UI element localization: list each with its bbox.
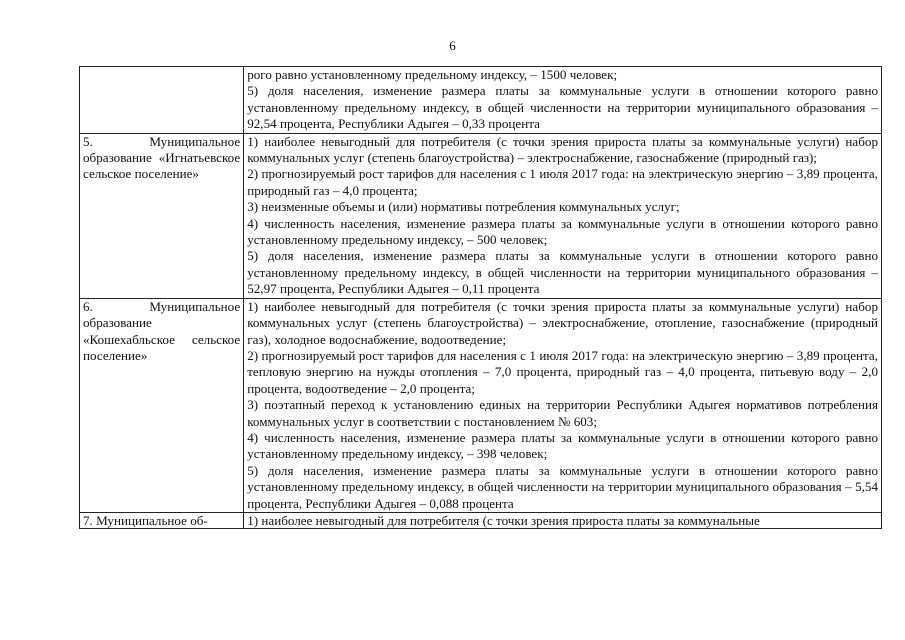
criteria-paragraph: 3) неизменные объемы и (или) нормативы потребления коммунальных услуг; (247, 199, 680, 215)
page-number: 6 (449, 38, 456, 53)
table-row (80, 67, 882, 134)
criteria-paragraph: 4) численность населения, изменение размера платы за коммунальные услуги в отношении которого равно установленному предельному индексу, – 500 человек; (247, 215, 878, 248)
municipality-name: 6. Муниципальное образование «Кошехабльское сельское поселение» (83, 298, 241, 363)
criteria-cell (244, 298, 882, 512)
criteria-cell (244, 67, 882, 134)
municipality-cell (80, 67, 244, 134)
criteria-paragraph: 2) прогнозируемый рост тарифов для населения с 1 июля 2017 года: на электрическую энергию – 3,89 процента, природный газ – 4,0 процента; (247, 166, 878, 198)
criteria-cell (244, 133, 882, 298)
criteria-paragraph: 2) прогнозируемый рост тарифов для населения с 1 июля 2017 года: на электрическую энергию – 3,89 процента, тепловую энергию на нужды отопления – 7,0 процента, природный газ – 4,0 процента, питьевую воду – 2,0 процента, водоотведение – 2,0 процента; (247, 347, 878, 396)
table-row (80, 512, 882, 528)
municipality-cell (80, 298, 244, 512)
municipality-cell (80, 512, 244, 528)
municipal-tariff-table (79, 66, 882, 529)
municipality-name: 5. Муниципальное образование «Игнатьевское сельское поселение» (83, 133, 241, 182)
municipality-name: 7. Муниципальное об- (83, 512, 208, 528)
criteria-paragraph: 1) наиболее невыгодный для потребителя (с точки зрения прироста платы за коммунальные (247, 512, 760, 528)
criteria-paragraph: 3) поэтапный переход к установлению единых на территории Республики Адыгея нормативов потребления коммунальных услуг в соответствии с постановлением № 603; (247, 397, 878, 429)
criteria-paragraph: рого равно установленному предельному индексу, – 1500 человек; (247, 67, 618, 82)
criteria-cell (244, 512, 882, 528)
criteria-paragraph: 4) численность населения, изменение размера платы за коммунальные услуги в отношении которого равно установленному предельному индексу, – 398 человек; (247, 429, 878, 462)
criteria-paragraph: 5) доля населения, изменение размера платы за коммунальные услуги в отношении которого равно установленному предельному индексу, в общей численности на территории муниципального образования – 92,54 процента, Республики Адыгея – 0,33 процента (247, 83, 878, 132)
table-row (80, 133, 882, 298)
criteria-paragraph: 5) доля населения, изменение размера платы за коммунальные услуги в отношении которого равно установленному предельному индексу, в общей численности на территории муниципального образования – 5,54 процента, Республики Адыгея – 0,088 процента (247, 462, 878, 511)
municipality-cell (80, 133, 244, 298)
criteria-paragraph: 5) доля населения, изменение размера платы за коммунальные услуги в отношении которого равно установленному предельному индексу, в общей численности на территории муниципального образования – 52,97 процента, Республики Адыгея – 0,11 процента (247, 248, 878, 297)
table-row (80, 298, 882, 512)
criteria-paragraph: 1) наиболее невыгодный для потребителя (с точки зрения прироста платы за коммунальные услуги) набор коммунальных услуг (степень благоустройства) – электроснабжение, отопление, газоснабжение (природный газ), холодное водоснабжение, водоотведение; (247, 298, 878, 347)
criteria-paragraph: 1) наиболее невыгодный для потребителя (с точки зрения прироста платы за коммунальные услуги) набор коммунальных услуг (степень благоустройства) – электроснабжение, газоснабжение (природный газ); (247, 133, 878, 166)
